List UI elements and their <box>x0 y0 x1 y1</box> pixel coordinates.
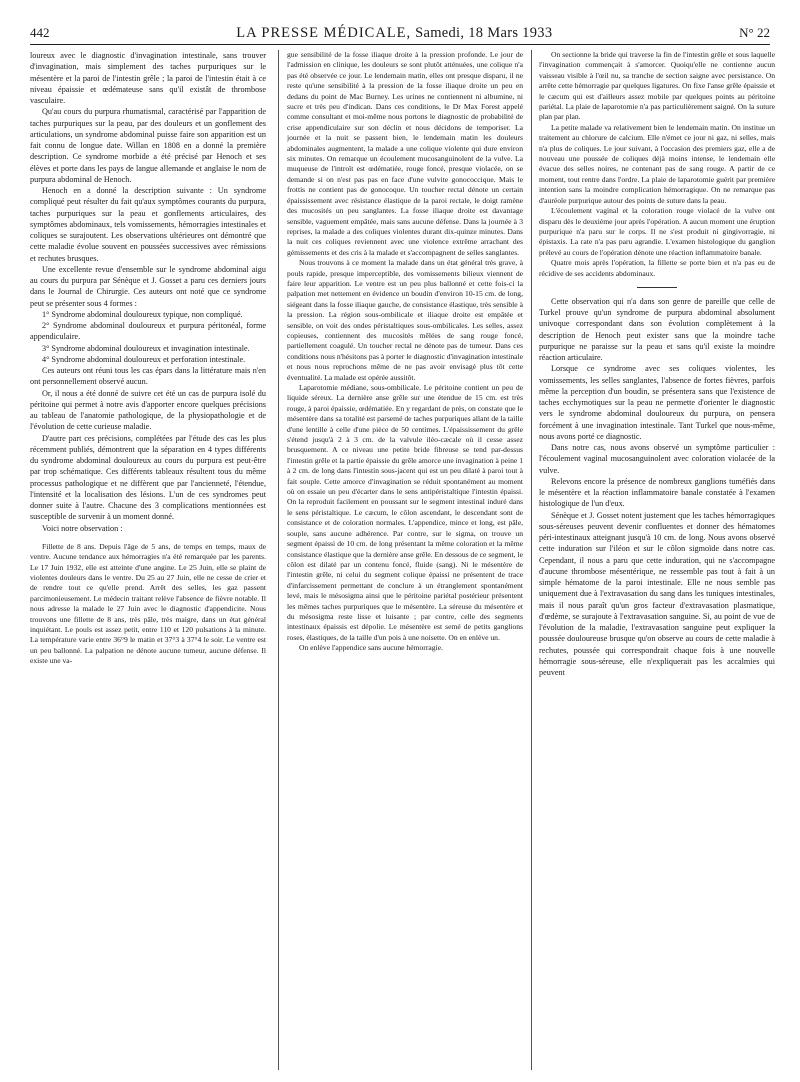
case-report-paragraph: La petite malade va relativement bien le lendemain matin. On institue un traitement au chlorure de calcium. Elle n'émet ce jour ni gaz, ni selles, mais n'a plus de coliques. Le jour suivant, à l'occasion des premiers gaz, elle a de nouveau une poussée de coliques déjà moins intense, le lendemain elle évacue des selles noires, ne contenant pas de sang rouge. A partir de ce moment, tout rentre dans l'ordre. La plaie de laparotomie guérit par première intention sans la moindre complication hémorragique. On ne remarque pas d'auréole purpurique autour des points de suture dans la peau. <box>539 122 775 205</box>
list-item: 4° Syndrome abdominal douloureux et perforation intestinale. <box>42 354 246 364</box>
case-report-paragraph: On sectionne la bride qui traverse la fin de l'intestin grêle et sous laquelle l'invagination commençait à s'amorcer. Quoiqu'elle ne contienne aucun vaisseau visible à l'œil nu, sa tranche de section saigne avec persistance. On arrête cette hémorragie par quelques ligatures. On fixe l'anse grêle épaissie et le cæcum qui est d'ailleurs assez mobile par quelques points au péritoine pariétal. La plaie de laparotomie n'a pas particulièrement saigné. On la suture plan par plan. <box>539 50 775 122</box>
paragraph: Dans notre cas, nous avons observé un symptôme particulier : l'écoulement vaginal mucosanguinolent avec coloration violacée de la vulve. <box>539 443 775 475</box>
list-item: 2° Syndrome abdominal douloureux et purpura péritonéal, forme appendiculaire. <box>30 321 266 342</box>
column-2 <box>287 50 523 1070</box>
column-1 <box>30 50 266 1070</box>
paragraph: Qu'au cours du purpura rhumatismal, caractérisé par l'apparition de taches purpuriques sur la peau, par des douleurs et un gonflement des articulations, un syndrome abdominal puisse faire son apparition est un fait connu de longue date. Willan en 1808 en a donné la première description. Ce syndrome morbide a été précisé par Henoch et ses élèves et porte dans les pays de langue allemande et anglaise le nom de purpura abdominal de Henoch. <box>30 107 266 184</box>
paragraph: Voici notre observation : <box>42 523 123 533</box>
issue-date: Samedi, 18 Mars 1933 <box>415 24 553 41</box>
case-report-paragraph: L'écoulement vaginal et la coloration rouge violacé de la vulve ont disparu dès le deuxième jour après l'opération. A aucun moment une éruption purpurique n'a paru sur le corps. Il ne s'est produit ni gingivorragie, ni épistaxis. La rate n'a pas paru agrandie. L'examen histologique du ganglion prélevé au cours de l'opération dénote une réaction inflammatoire banale. <box>539 206 775 257</box>
paragraph: Cette observation qui n'a dans son genre de pareille que celle de Turkel prouve qu'un syndrome de purpura abdominal absolument univoque correspondant dans son évolution complètement à la description de Henoch peut exister sans que la moindre tache purpurique ne paraisse sur la peau et sans qu'il existe la moindre réaction articulaire. <box>539 296 775 363</box>
paragraph: loureux avec le diagnostic d'invagination intestinale, sans trouver d'invagination, mais simplement des taches purpuriques sur le mésentère et la paroi de l'intestin grêle ; la paroi de l'intestin était à ce niveau épaissie et œdémateuse sans qu'il existât de thrombose vasculaire. <box>30 51 266 105</box>
case-report-paragraph: Laparotomie médiane, sous-ombilicale. Le péritoine contient un peu de liquide séreux. La dernière anse grêle sur une étendue de 15 cm. est très rouge, à paroi épaissie, œdématiée. En y regardant de près, on constate que le mésentère dans sa totalité est parsemé de taches purpuriques allant de la taille d'une lentille à celle d'une pièce de 50 centimes. L'épaississement du grêle s'étend jusqu'à 2 à 3 cm. de la valvule iléo-cæcale où il cesse assez brusquement. A ce niveau une petite bride fibreuse se tend par-dessus l'intestin grêle et la partie épaissie du grêle amorce une invagination à peine 1 à 2 cm. de long dans l'intestin sous-jacent qui est un peu dilaté à paroi tout à fait souple. Cette amorce d'invagination se réduit spontanément au moment où on essaie un peu d'écarter dans le sens antipéristaltique l'intestin épaissi. On la reproduit facilement en poussant sur le segment intestinal induré dans le sens péristaltique. Le cæcum, le côlon ascendant, le descendant sont de consistance et de coloration normales. L'appendice, mince et long, est pâle, souple, sans aucune adhérence. Par contre, sur le sigma, on trouve un segment épaissi de 10 cm. de long présentant la même coloration et la même consistance élastique que la dernière anse grêle. En dessous de ce segment, le côlon est dilaté par un contenu foncé, fluide (sang). Ni le mésentère de l'intestin grêle, ni celui du segment colique épaissi ne présentent de trace d'infarcissement permettant de conclure à un étranglement spontanément levé, mais le mésosigma ainsi que le péritoine pariétal postérieur présentent les mêmes taches purpuriques que le mésentère. La séreuse du mésentère et du mésosigma reste lisse et luisante ; par contre, celle des segments intestinaux épaissis est dépolie. Le mésentère est semé de petits ganglions roses, élastiques, de la taille d'un pois à une noisette. On en enlève un. <box>287 383 523 642</box>
paragraph: Henoch en a donné la description suivante : Un syndrome compliqué peut résulter du fait qu'aux symptômes courants du purpura, taches purpuriques sur la peau et gonflements articulaires, des symptômes abdominaux, tels vomissements, hémorragies intestinales et coliques se surajoutent. Les observations ultérieures ont démontré que cette maladie évolue souvent en poussées successives avec rémissions et rechutes brusques. <box>30 186 266 263</box>
case-report-paragraph: Nous trouvons à ce moment la malade dans un état général très grave, à pouls rapide, presque imperceptible, des vomissements bilieux viennent de faire leur apparition. Le ventre est un peu plus ballonné et cette fois-ci la palpation met nettement en évidence un boudin d'environ 10-15 cm. de long, siégeant dans la fosse iliaque gauche, de consistance élastique, très sensible à la pression. La région sous-ombilicale et iliaque droite est empâtée et sensible, on voit des ondes péristaltiques sous-ombilicales. Les selles, assez copieuses, contiennent des mucosités mêlées de sang rouge foncé, partiellement coagulé. Un toucher rectal ne dénote pas de tumeur. Dans ces conditions nous n'hésitons pas à porter le diagnostic d'invagination intestinale et nous nous reprochons même de ne pas avoir envisagé plus tôt cette éventualité. La malade est opérée aussitôt. <box>287 258 523 382</box>
article-body <box>30 50 775 1070</box>
paragraph: D'autre part ces précisions, complétées par l'étude des cas les plus récemment publiés, démontrent que la séparation en 4 types différents du syndrome abdominal douloureux au cours du purpura est peut-être par trop schématique. Ces différents tableaux résultent tous du même processus pathologique et ne diffèrent que par l'ancienneté, l'étendue, l'intensité et la localisation des lésions. L'un de ces syndromes peut donner suite à l'autre. Chacune des 3 complications mentionnées est susceptible de survenir à un moment donné. <box>30 433 266 522</box>
running-title <box>236 25 552 42</box>
section-separator <box>637 287 677 288</box>
paragraph: Une excellente revue d'ensemble sur le syndrome abdominal aigu au cours du purpura par Sénèque et J. Gosset a paru ces derniers jours dans le Journal de Chirurgie. Ces auteurs ont noté que ce syndrome peut se présenter sous 4 formes : <box>30 264 266 308</box>
page-number: 442 <box>30 25 50 40</box>
issue-number: N° 22 <box>739 25 770 40</box>
case-report-paragraph: On enlève l'appendice sans aucune hémorragie. <box>299 643 443 653</box>
list-item: 3° Syndrome abdominal douloureux et invagination intestinale. <box>42 343 250 353</box>
column-divider <box>278 50 279 1070</box>
paragraph: Relevons encore la présence de nombreux ganglions tuméfiés dans le mésentère et la réaction inflammatoire banale constatée à l'examen histologique de l'un d'eux. <box>539 476 775 509</box>
case-report-paragraph: Fillette de 8 ans. Depuis l'âge de 5 ans, de temps en temps, maux de ventre. Aucune tendance aux hémorragies n'a été remarquée par les parents. Le 17 Juin 1932, elle est atteinte d'une angine. Le 25 Juin, elle se plaint de violentes douleurs dans le ventre. Du 25 au 27 Juin, elle ne cesse de crier et de rendre tout ce qu'elle prend. Arrêt des selles, les gaz passent parcimonieusement. Le médecin traitant relève l'absence de fièvre notable. Il nous adresse la malade le 27 Juin avec le diagnostic d'appendicite. Nous trouvons une fillette de 8 ans, très pâle, très maigre, dans un état général inquiétant. Le pouls est assez petit, entre 110 et 120 pulsations à la minute. La température varie entre 36°9 le matin et 37°3 à 37°4 le soir. Le ventre est un peu ballonné. La palpation ne dénote aucune tumeur, aucune défense. Il existe une va- <box>30 541 266 666</box>
list-item: 1° Syndrome abdominal douloureux typique, non compliqué. <box>42 309 243 319</box>
journal-name: LA PRESSE MÉDICALE, <box>236 24 412 41</box>
paragraph: Lorsque ce syndrome avec ses coliques violentes, les vomissements, les selles sanglantes, l'absence de fortes fièvres, parfois même la perception d'un boudin, se présentera sans que l'existence de taches ecchymotiques sur la peau ne permette d'orienter le diagnostic vers le syndrome abdominal douloureux du purpura, on pensera forcément à une invagination intestinale. Tant Turkel que nous-même, nous avons porté ce diagnostic. <box>539 364 775 441</box>
case-report-paragraph: gue sensibilité de la fosse iliaque droite à la pression profonde. Le jour de l'admission en clinique, les douleurs se sont plutôt atténuées, une colique n'a pas été observée ce jour. Le lendemain matin, elles ont presque disparu, il ne reste qu'une sensibilité à la pression de la fosse iliaque droite un peu en dedans du point de Mac Burney. Les urines ne contiennent ni albumine, ni sucre et très peu d'indican. Dans ces conditions, le Dr Max Forest appelé comme consultant et moi-même nous portons le diagnostic de probabilité de crise appendiculaire sur son déclin et nous décidons de temporiser. La journée et la nuit se passent bien, le lendemain matin les douleurs abdominales augmentent, la malade a une colique violente qui dure environ six minutes. On remarque un écoulement mucosanguinolent de la vulve. La muqueuse de l'introït est œdématiée, rouge foncé, presque violacée, on se demande si on n'est pas pas en face d'une vulvite gonococcique. Mais le frottis ne contient pas de gonocoque. Un toucher rectal dénote un certain épaississement avec résistance élastique de la paroi rectale, le doigt ramène des mucosités un peu sanglantes. La fosse iliaque droite est davantage sensible, vaguement empâtée, mais sans aucune défense. Dans la journée à 3 reprises, la malade a des coliques violentes durant dix-quinze minutes. Dans la nuit ces coliques reviennent avec une violence extrême arrachant des gémissements et des cris à la malade et s'accompagnent de selles sanglantes. <box>287 50 523 257</box>
page-header <box>30 22 770 45</box>
paragraph: Or, il nous a été donné de suivre cet été un cas de purpura isolé du péritoine qui permet à notre avis d'apporter encore quelques précisions au tableau de l'anatomie pathologique, de la physiopathologie et de l'évolution de cette curieuse maladie. <box>30 388 266 432</box>
column-3 <box>539 50 775 1070</box>
case-report-paragraph: Quatre mois après l'opération, la fillette se porte bien et n'a pas eu de récidive de ses accidents abdominaux. <box>539 258 775 278</box>
paragraph: Sénèque et J. Gosset notent justement que les taches hémorragiques sous-séreuses peuvent devenir confluentes et donner des hématomes péri-intestinaux atteignant jusqu'à 10 cm. de long. Nous avons observé cette induration sur l'iléon et sur le côlon sigmoïde dans notre cas. Cependant, il nous a paru que cette induration, qui ne s'accompagne d'aucune thrombose mésentérique, ne ressemble pas tout à fait à un simple hématome de la paroi intestinale. Elle ne nous semble pas uniquement due à l'extravasation du sang dans les tuniques intestinales, mais il nous paraît qu'un gros facteur d'extravasation plasmatique, d'œdème, se surajoute à l'extravasation sanguine. Si, au point de vue de l'évolution de la maladie, l'extravasation sanguine peut expliquer la poussée douloureuse brusque qu'on observe au cours de cette maladie à rechutes, poussée qui correspondrait chaque fois à une nouvelle hémorragie sous-séreuse, elle n'expliquerait pas les accalmies qui peuvent <box>539 510 775 678</box>
column-divider <box>531 50 532 1070</box>
paragraph: Ces auteurs ont réuni tous les cas épars dans la littérature mais n'en ont personnellement observé aucun. <box>30 366 266 387</box>
